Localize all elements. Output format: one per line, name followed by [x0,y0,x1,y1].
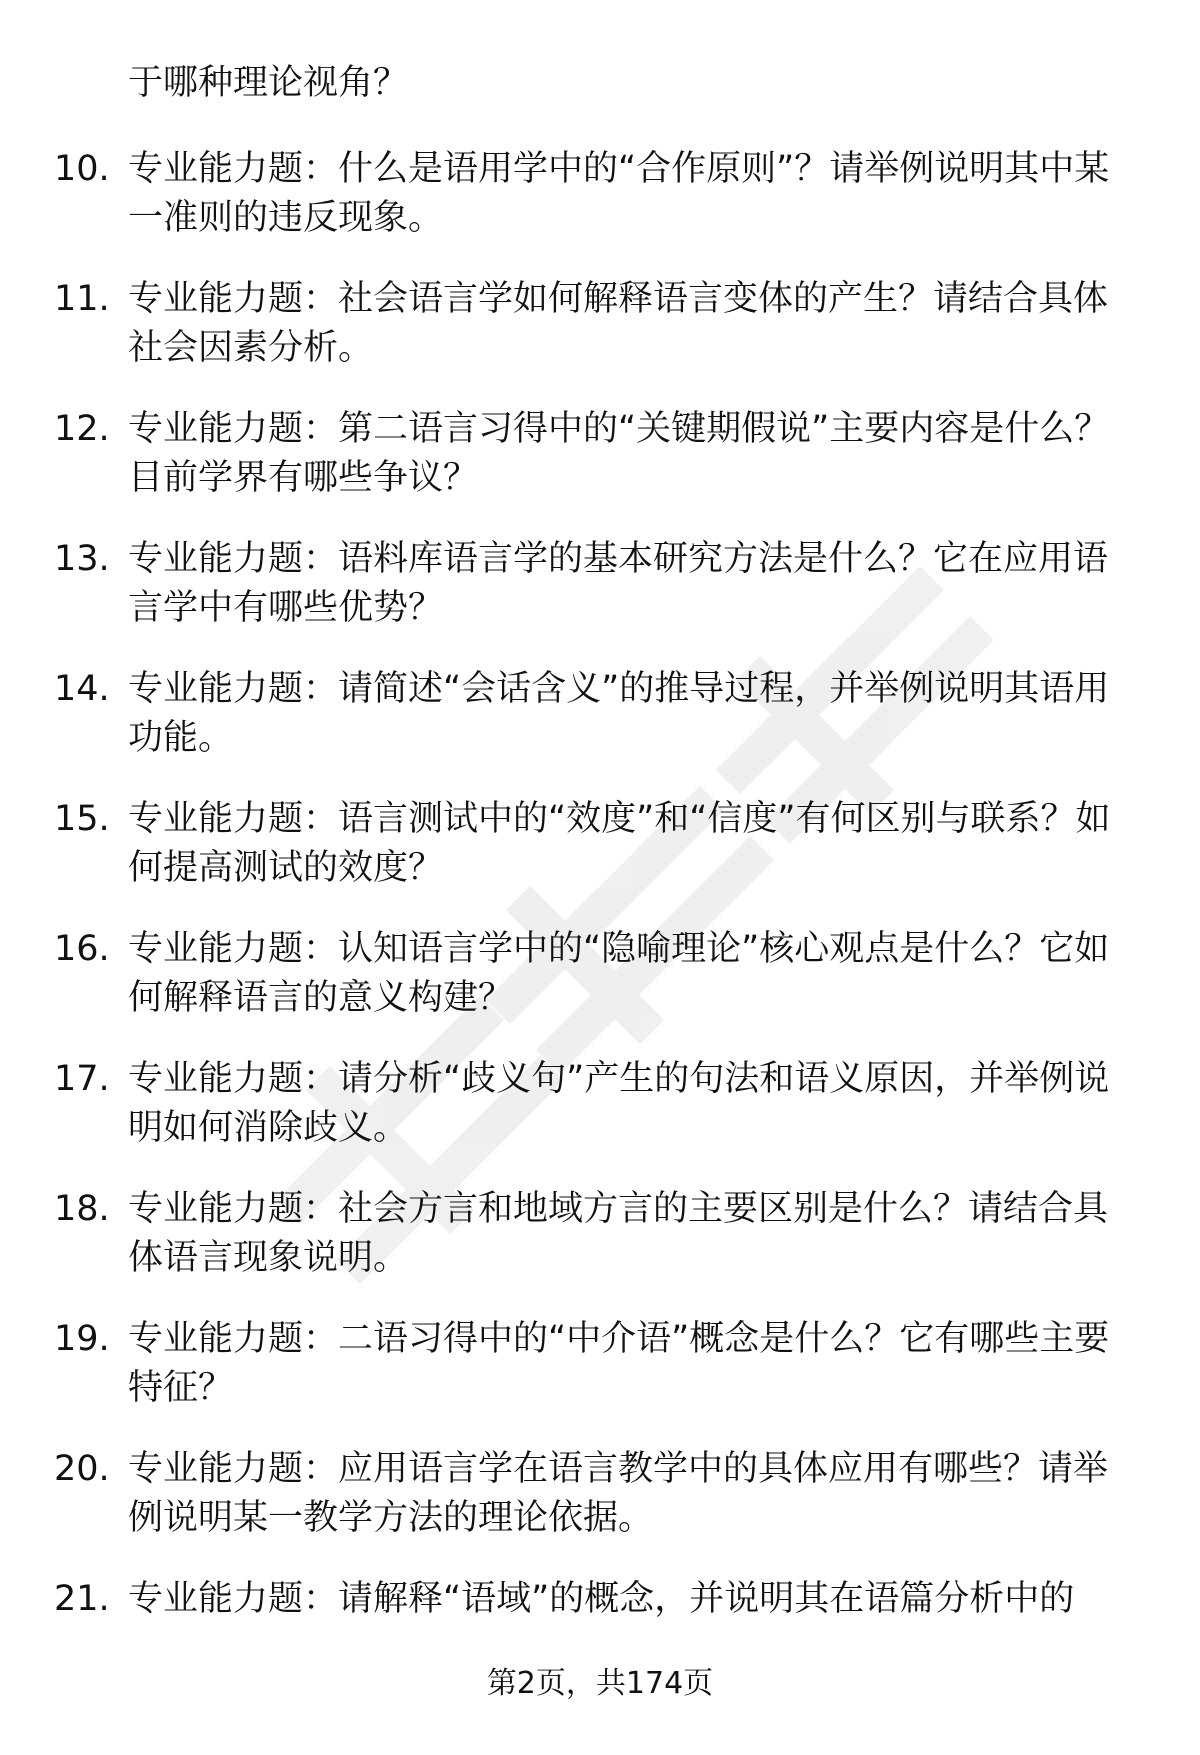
question-text: 专业能力题：什么是语用学中的“合作原则”？请举例说明其中某一准则的违反现象。 [128,149,1110,238]
question-number: 13. [54,539,110,579]
question-item [0,145,1200,275]
question-text: 专业能力题：语料库语言学的基本研究方法是什么？它在应用语言学中有哪些优势？ [128,539,1109,628]
question-text: 专业能力题：应用语言学在语言教学中的具体应用有哪些？请举例说明某一教学方法的理论依据。 [128,1449,1109,1538]
question-number: 21. [54,1579,110,1619]
question-text: 专业能力题：请分析“歧义句”产生的句法和语义原因，并举例说明如何消除歧义。 [128,1059,1110,1148]
question-item [0,405,1200,535]
page-footer: 第2页，共174页 [486,1666,714,1701]
question-number: 16. [54,929,110,969]
question-item [0,1185,1200,1315]
question-number: 12. [54,409,110,449]
question-item [0,925,1200,1055]
question-item [0,535,1200,665]
question-text: 专业能力题：社会语言学如何解释语言变体的产生？请结合具体社会因素分析。 [128,279,1109,368]
question-number: 18. [54,1189,110,1229]
question-text: 专业能力题：请简述“会话含义”的推导过程，并举例说明其语用功能。 [128,669,1110,758]
question-text: 专业能力题：语言测试中的“效度”和“信度”有何区别与联系？如何提高测试的效度？ [128,799,1111,888]
question-list [0,145,1200,1705]
question-item [0,1315,1200,1445]
question-item [0,1055,1200,1185]
question-item [0,1445,1200,1575]
question-item [0,275,1200,405]
question-text: 专业能力题：社会方言和地域方言的主要区别是什么？请结合具体语言现象说明。 [128,1189,1109,1278]
question-text: 专业能力题：请解释“语域”的概念，并说明其在语篇分析中的 [128,1579,1075,1619]
question-number: 14. [54,669,110,709]
question-number: 11. [54,279,110,319]
question-text: 专业能力题：认知语言学中的“隐喻理论”核心观点是什么？它如何解释语言的意义构建？ [128,929,1110,1018]
question-item [0,665,1200,795]
question-item [0,795,1200,925]
question-text: 专业能力题：第二语言习得中的“关键期假说”主要内容是什么？目前学界有哪些争议？ [128,409,1110,498]
question-number: 15. [54,799,110,839]
continued-question-text: 于哪种理论视角？ [128,63,409,103]
question-number: 19. [54,1319,110,1359]
question-text: 专业能力题：二语习得中的“中介语”概念是什么？它有哪些主要特征？ [128,1319,1110,1408]
question-number: 20. [54,1449,110,1489]
question-number: 17. [54,1059,110,1099]
question-number: 10. [54,149,110,189]
